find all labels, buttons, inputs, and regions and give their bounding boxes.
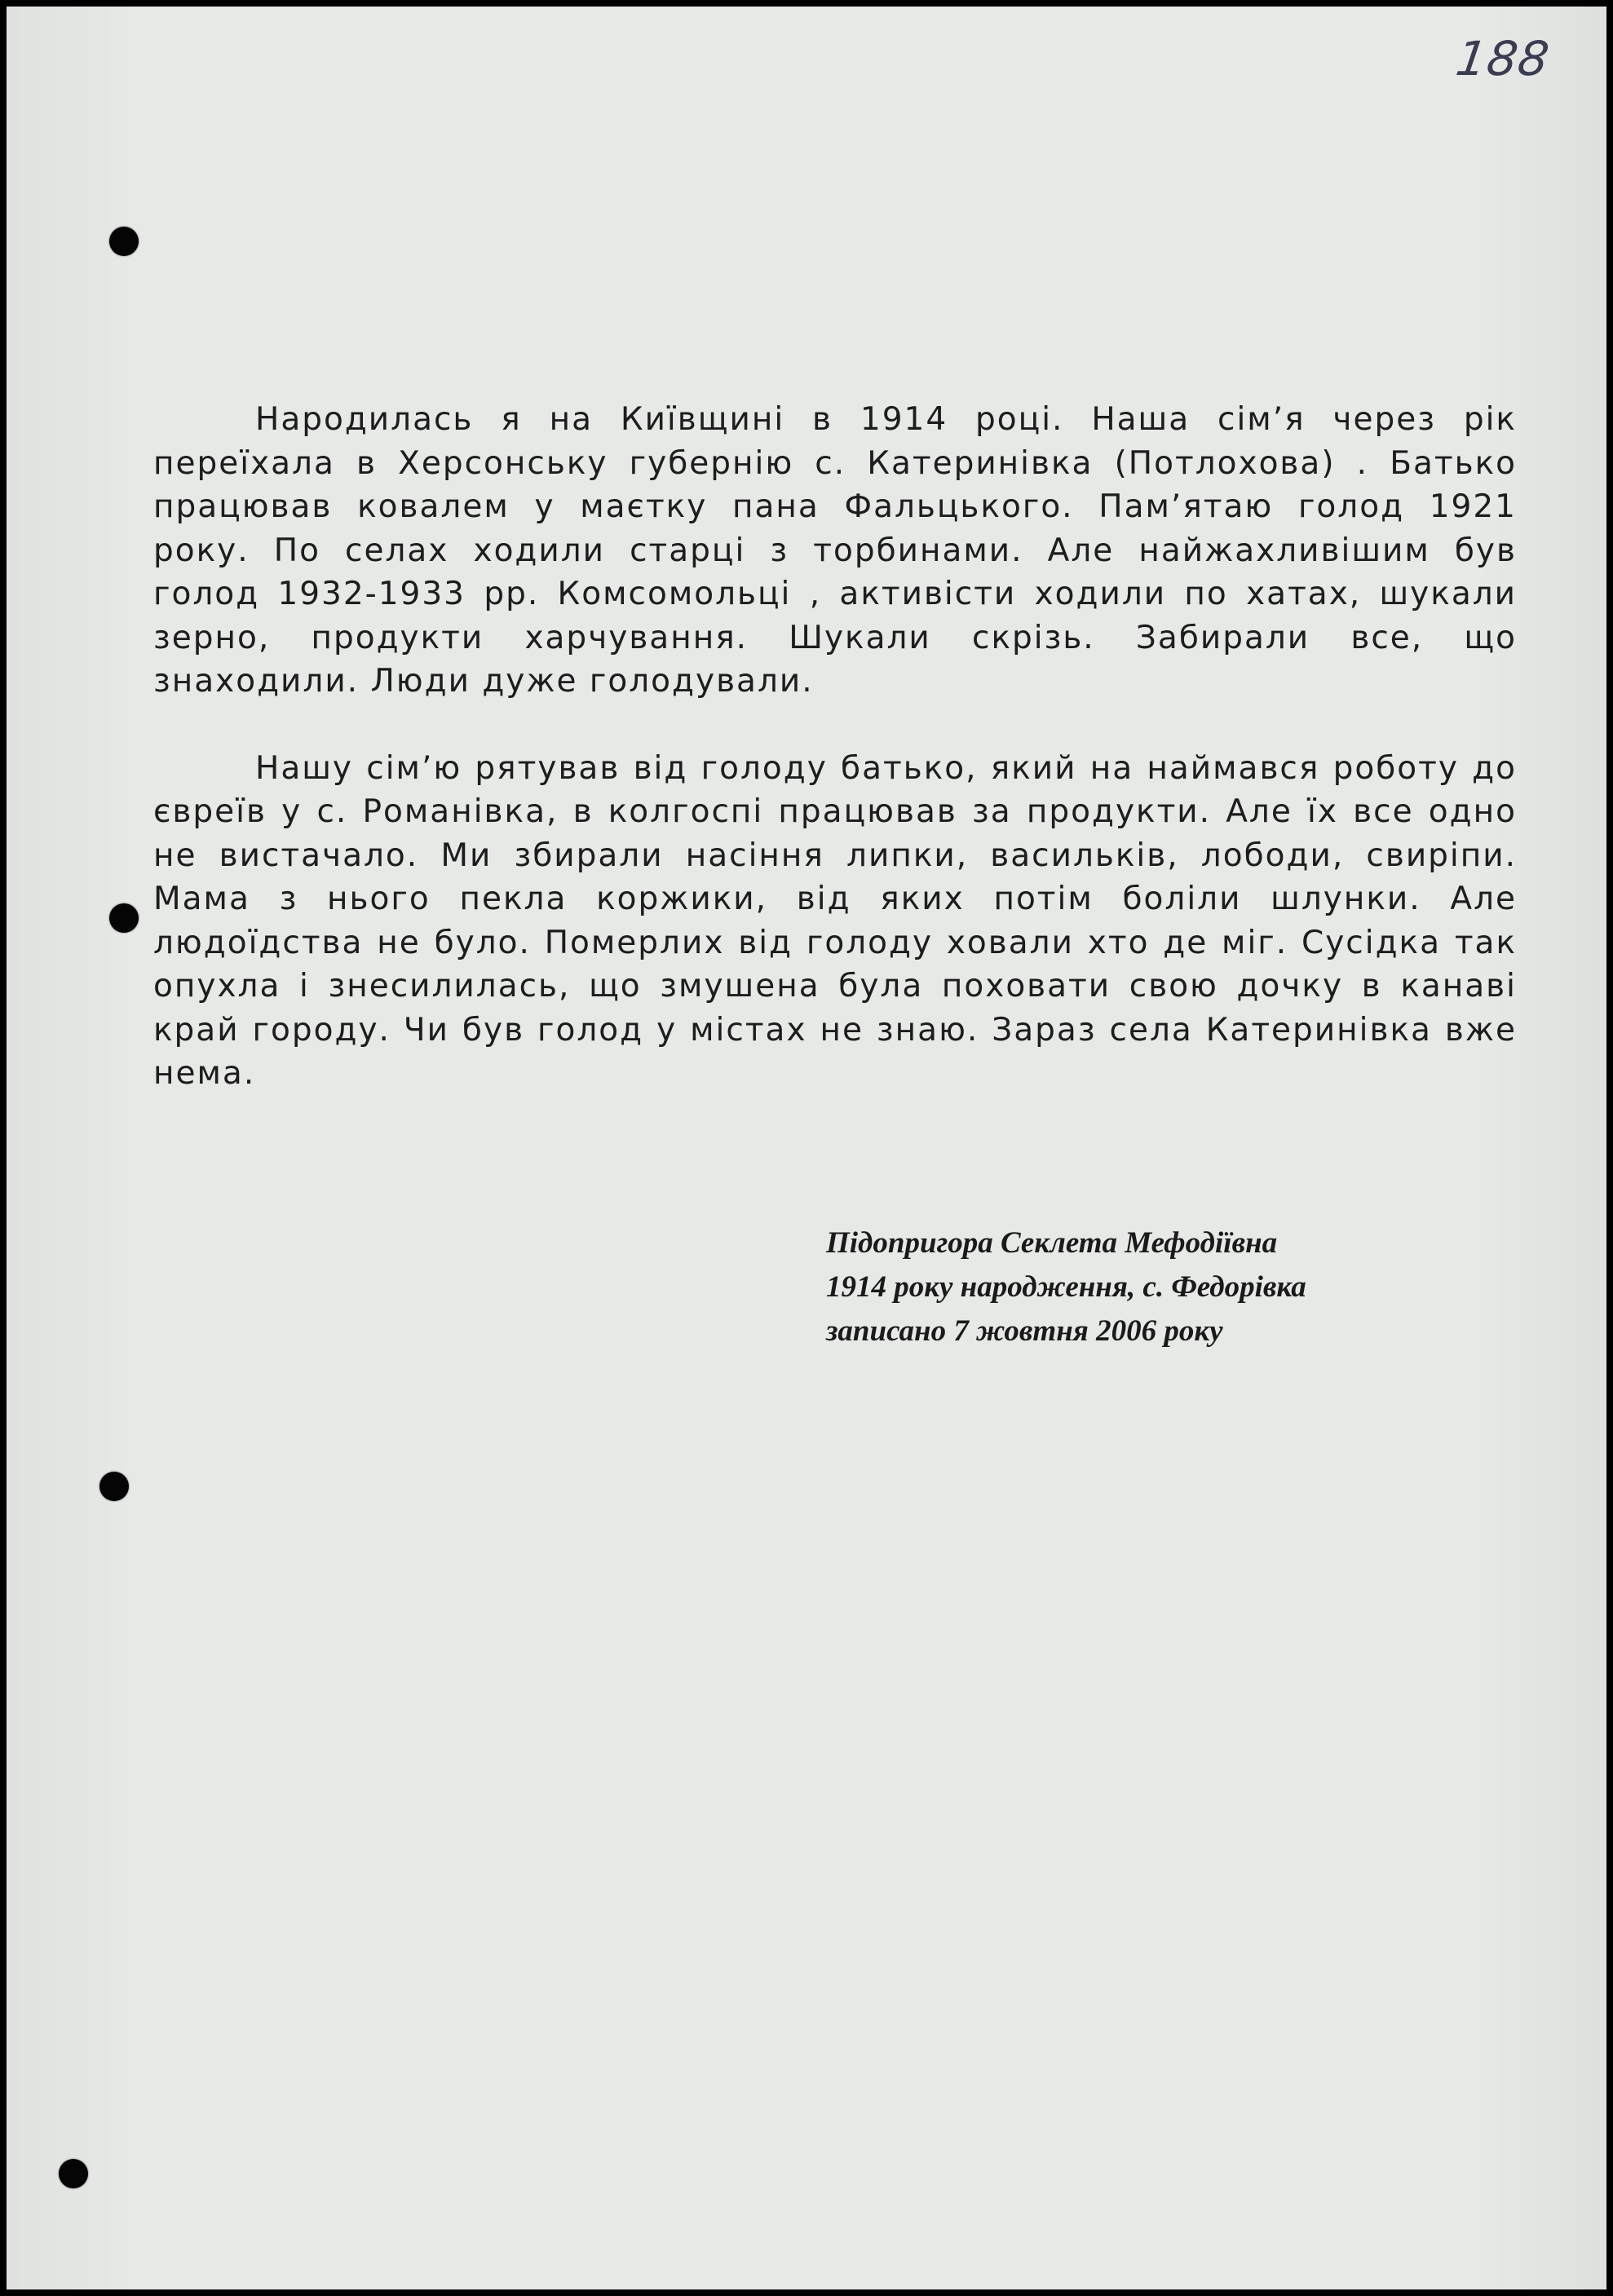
testimony-text bbox=[153, 398, 1517, 1096]
punch-hole bbox=[109, 227, 139, 256]
signature-block bbox=[826, 1221, 1306, 1353]
paragraph-2: Нашу сім’ю рятував від голоду батько, який на наймався роботу до євреїв у с. Романівка, в колгоспі працював за продукти. Але їх все одно не вистачало. Ми збирали насіння липки, васильків, лободи, свиріпи. Мама з нього пекла коржики, від яких потім боліли шлунки. Але людоїдства не було. Померлих від голоду ховали хто де міг. Сусідка так опухла і знесилилась, що змушена була поховати свою дочку в канаві край городу. Чи був голод у містах не знаю. Зараз села Катеринівка вже нема. bbox=[153, 749, 1517, 1092]
punch-hole bbox=[99, 1472, 129, 1501]
page-number: 188 bbox=[1452, 31, 1553, 86]
signature-birth: 1914 року народження, с. Федорівка bbox=[826, 1270, 1306, 1304]
punch-hole bbox=[59, 2159, 88, 2188]
paragraph-1: Народилась я на Київщині в 1914 році. Наша сім’я через рік переїхала в Херсонську губернію с. Катеринівка (Потлохова) . Батько працював ковалем у маєтку пана Фальцького. Пам’ятаю голод 1921 року. По селах ходили старці з торбинами. Але найжахливішим був голод 1932-1933 рр. Комсомольці , активісти ходили по хатах, шукали зерно, продукти харчування. Шукали скрізь. Забирали все, що знаходили. Люди дуже голодували. bbox=[153, 401, 1517, 700]
signature-recorded: записано 7 жовтня 2006 року bbox=[826, 1314, 1223, 1348]
signature-name: Підопригора Секлета Мефодіївна bbox=[826, 1226, 1278, 1260]
document-page bbox=[7, 7, 1606, 2289]
punch-hole bbox=[109, 903, 139, 933]
